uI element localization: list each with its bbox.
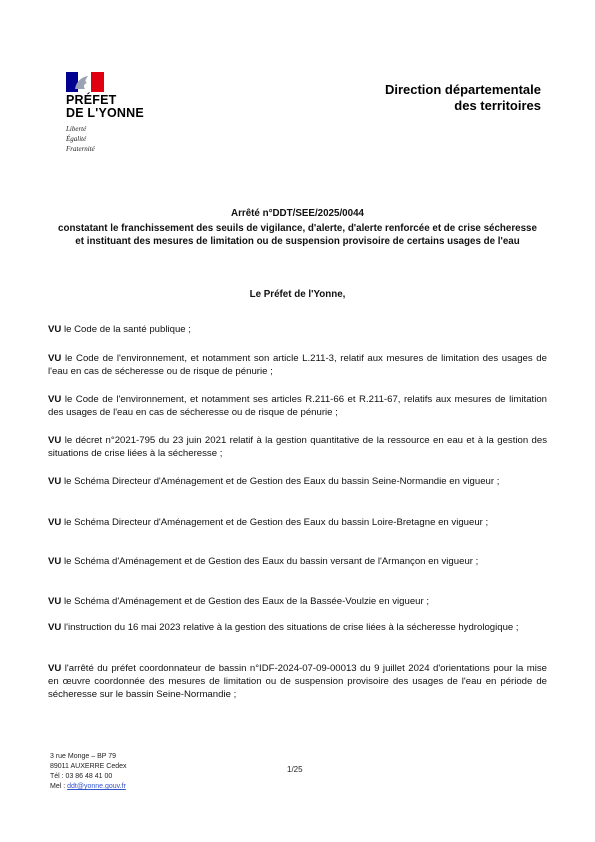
vu-text: le Schéma d'Aménagement et de Gestion des Eaux du bassin versant de l'Armançon en vigueur ; <box>64 556 479 567</box>
marianne-icon <box>66 72 104 92</box>
motto-fraternite: Fraternité <box>66 145 95 153</box>
vu-text: l'instruction du 16 mai 2023 relative à la gestion des situations de crise liées à la sécheresse hydrologique ; <box>64 622 519 633</box>
vu-item <box>48 595 547 608</box>
motto-liberte: Liberté <box>66 125 87 133</box>
vu-item <box>48 475 547 488</box>
vu-label: VU <box>48 353 62 364</box>
vu-item <box>48 621 547 634</box>
footer-address-line-1: 3 rue Monge – BP 79 <box>50 753 117 760</box>
direction-header <box>385 82 541 114</box>
vu-label: VU <box>48 435 62 446</box>
vu-item <box>48 352 547 378</box>
vu-text: le Code de l'environnement, et notamment son article L.211-3, relatif aux mesures de limitation des usages de l'eau en cas de sécheresse ou de risque de pénurie ; <box>48 353 547 377</box>
vu-item <box>48 393 547 419</box>
vu-item <box>48 323 547 336</box>
vu-item <box>48 662 547 701</box>
vu-text: le Code de l'environnement, et notamment ses articles R.211-66 et R.211-67, relatifs aux mesures de limitation des usages de l'eau en cas de sécheresse ou de risque de pénurie ; <box>48 394 547 418</box>
vu-item <box>48 434 547 460</box>
vu-label: VU <box>48 517 62 528</box>
vu-text: le Code de la santé publique ; <box>64 324 191 335</box>
vu-label: VU <box>48 324 62 335</box>
prefet-heading: Le Préfet de l'Yonne, <box>249 289 346 300</box>
logo-title: PRÉFET DE L'YONNE <box>66 93 144 120</box>
footer-mail-row <box>50 782 127 792</box>
footer-address <box>50 752 127 792</box>
arrete-subtitle: constatant le franchissement des seuils de vigilance, d'alerte, d'alerte renforcée et de crise sécheresse et instituant des mesures de limitation ou de suspension provisoire de certains usages de l'eau <box>58 223 537 247</box>
footer-mail-label: Mel : <box>50 783 68 790</box>
vu-label: VU <box>48 663 62 674</box>
footer-address-line-2: 89011 AUXERRE Cedex <box>50 763 127 770</box>
vu-item <box>48 516 547 529</box>
direction-line-1: Direction départementale <box>384 82 541 97</box>
vu-label: VU <box>48 622 62 633</box>
direction-line-2: des territoires <box>454 98 541 113</box>
motto-egalite: Égalité <box>66 135 87 143</box>
vu-text: le Schéma Directeur d'Aménagement et de Gestion des Eaux du bassin Seine-Normandie en vigueur ; <box>64 476 500 487</box>
republic-motto <box>66 124 95 154</box>
vu-label: VU <box>48 596 62 607</box>
arrete-reference: Arrêté n°DDT/SEE/2025/0044 <box>231 208 364 219</box>
footer-phone: Tél : 03 86 48 41 00 <box>50 773 113 780</box>
vu-text: le Schéma d'Aménagement et de Gestion des Eaux de la Bassée-Voulzie en vigueur ; <box>64 596 430 607</box>
vu-label: VU <box>48 476 62 487</box>
footer-mail-link[interactable]: ddt@yonne.gouv.fr <box>67 783 126 790</box>
vu-text: le Schéma Directeur d'Aménagement et de Gestion des Eaux du bassin Loire-Bretagne en vigueur ; <box>64 517 489 528</box>
vu-label: VU <box>48 556 62 567</box>
vu-item <box>48 555 547 568</box>
vu-label: VU <box>48 394 62 405</box>
vu-text: l'arrêté du préfet coordonnateur de bassin n°IDF-2024-07-09-00013 du 9 juillet 2024 d'orientations pour la mise en œuvre coordonnée des mesures de limitation ou de suspension provisoire des usages de l'eau en période de sécheresse sur le bassin Seine-Normandie ; <box>48 663 547 700</box>
page-number: 1/25 <box>287 765 303 774</box>
vu-text: le décret n°2021-795 du 23 juin 2021 relatif à la gestion quantitative de la ressource en eau et à la gestion des situations de crise liées à la sécheresse ; <box>48 435 547 459</box>
